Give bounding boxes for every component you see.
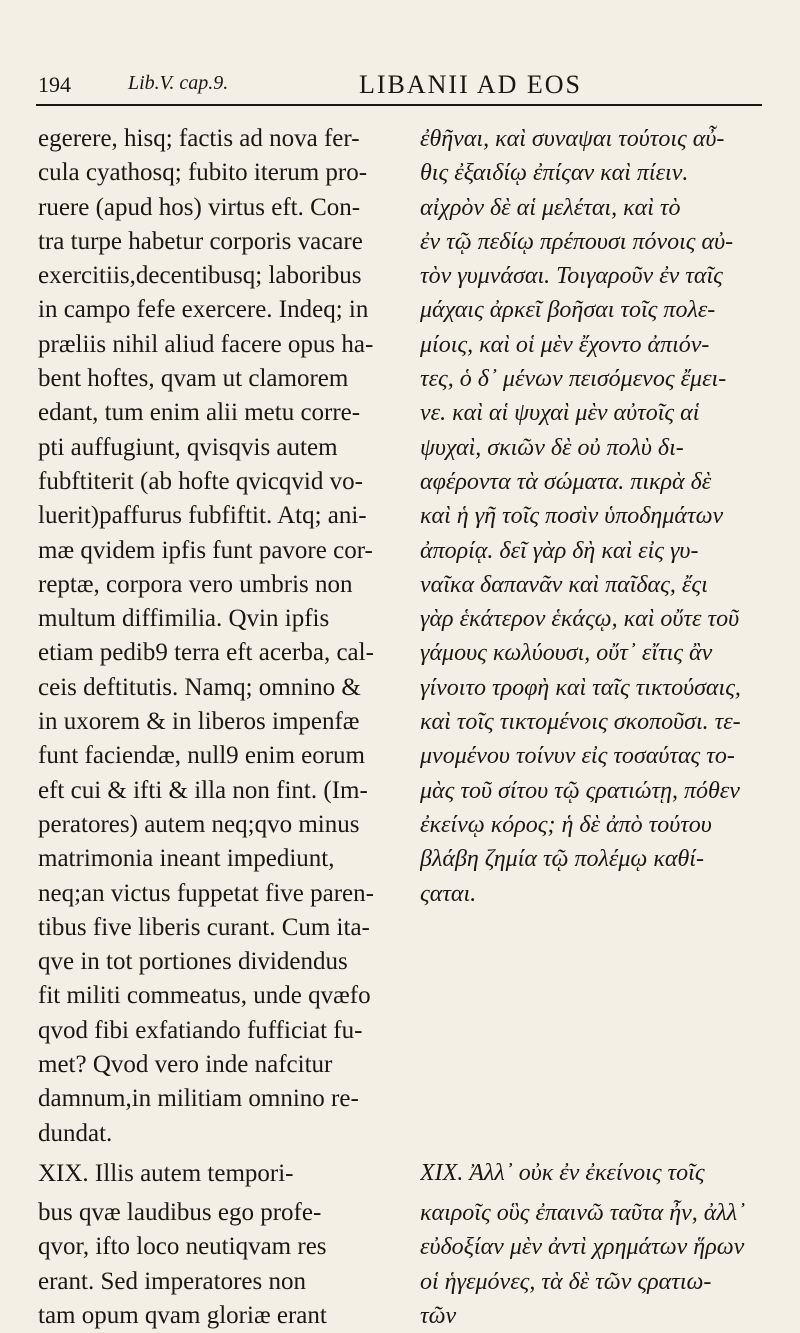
latin-line: qvor, ifto loco neutiqvam res <box>38 1233 327 1261</box>
latin-line: tam opum qvam gloriæ erant <box>38 1301 327 1329</box>
greek-line: ἐκείνῳ κόρος; ἡ δὲ ἀπὸ τούτου <box>420 811 712 838</box>
latin-line: peratores) autem neq;qvo minus <box>38 810 360 838</box>
greek-line: ναῖκα δαπανᾶν καὶ παῖδας, ἔςι <box>420 571 708 598</box>
greek-line: καιροῖς οὓς ἐπαινῶ ταῦτα ἦν, ἀλλ᾽ <box>420 1199 746 1226</box>
greek-spacer <box>420 1048 772 1082</box>
greek-line: αἰχρὸν δὲ αἱ μελέται, καὶ τὸ <box>420 194 681 221</box>
greek-line: τες, ὁ δ᾽ μένων πεισόμενος ἔμει- <box>420 366 727 393</box>
latin-line: matrimonia ineant impediunt, <box>38 845 335 873</box>
greek-line: εὐδοξίαν μὲν ἀντὶ χρημάτων ἥρων <box>420 1234 745 1261</box>
greek-line: γὰρ ἑκάτερον ἑκάςῳ, καὶ οὔτε τοῦ <box>420 606 740 633</box>
latin-line: præliis nihil aliud facere opus ha- <box>38 330 374 358</box>
latin-section-heading: XIX. Illis autem tempori- <box>38 1159 294 1187</box>
latin-line: ruere (apud hos) virtus eft. Con- <box>38 193 361 221</box>
latin-line: cula cyathosq; fubito iterum pro- <box>38 159 368 187</box>
greek-line: ἐθῆναι, καὶ συναψαι τούτοις αὖ- <box>420 126 725 152</box>
greek-line: θις ἐξαιδίῳ ἐπίςαν καὶ πίειν. <box>420 160 689 187</box>
latin-line: dundat. <box>38 1119 113 1147</box>
latin-line: tra turpe habetur corporis vacare <box>38 227 363 255</box>
greek-line: μίοις, καὶ οἱ μὲν ἔχοντο ἀπιόν- <box>420 331 710 358</box>
latin-line: in uxorem & in liberos impenfæ <box>38 708 360 736</box>
latin-line: pti auffugiunt, qvisqvis autem <box>38 433 338 461</box>
latin-line: mæ qvidem ipfis funt pavore cor- <box>38 536 373 564</box>
greek-line: μὰς τοῦ σίτου τῷ ςρατιώτῃ, πόθεν <box>420 777 740 804</box>
greek-line: τῶν <box>420 1302 457 1329</box>
greek-spacer <box>420 911 772 945</box>
greek-spacer <box>420 1014 772 1048</box>
latin-line: bus qvæ laudibus ego profe- <box>38 1198 322 1226</box>
greek-line: καὶ τοῖς τικτομένοις σκοποῦσι. τε- <box>420 709 741 736</box>
latin-column <box>38 122 400 1333</box>
latin-line: edant, tum enim alii metu corre- <box>38 399 361 427</box>
running-title: LIBANII AD EOS <box>359 70 582 99</box>
latin-line: in campo fefe exercere. Indeq; in <box>38 296 369 324</box>
greek-spacer <box>420 979 772 1013</box>
greek-line: καὶ ἡ γῆ τοῖς ποσὶν ὑποδημάτων <box>420 503 724 530</box>
greek-line: αφέροντα τὰ σώματα. πικρὰ δὲ <box>420 468 712 495</box>
latin-line: fit militi commeatus, unde qvæfo <box>38 982 371 1010</box>
greek-line: ςαται. <box>420 880 477 907</box>
chapter-reference: Lib.V. cap.9. <box>128 72 229 94</box>
greek-spacer <box>420 1117 772 1151</box>
latin-line: multum diffimilia. Qvin ipfis <box>38 605 330 633</box>
latin-line: eft cui & ifti & illa non fint. (Im- <box>38 776 368 804</box>
latin-line: funt faciendæ, null9 enim eorum <box>38 742 366 770</box>
latin-line: tibus five liberis curant. Cum ita- <box>38 913 370 941</box>
greek-section-heading: XIX. Ἀλλ᾽ οὐκ ἐν ἐκείνοις τοῖς <box>420 1159 705 1186</box>
greek-line: οἱ ἡγεμόνες, τὰ δὲ τῶν ςρατιω- <box>420 1268 712 1295</box>
greek-line: ἐν τῷ πεδίῳ πρέπουσι πόνοις αὐ- <box>420 228 734 255</box>
greek-line: βλάβη ζημία τῷ πολέμῳ καθί- <box>420 846 704 873</box>
latin-line: qve in tot portiones dividendus <box>38 948 348 976</box>
latin-line: qvod fibi exfatiando fufficiat fu- <box>38 1016 363 1044</box>
greek-line: μάχαις ἀρκεῖ βοῆσαι τοῖς πολε- <box>420 297 716 324</box>
greek-line: νε. καὶ αἱ ψυχαὶ μὲν αὐτοῖς αἱ <box>420 400 700 427</box>
greek-line: γάμους κωλύουσι, οὔτ᾽ εἴτις ἂν <box>420 640 713 667</box>
latin-line: fubftiterit (ab hofte qvicqvid vo- <box>38 467 363 495</box>
running-header <box>36 66 762 106</box>
latin-line: neq;an victus fuppetat five paren- <box>38 879 374 907</box>
latin-line: ceis deftitutis. Namq; omnino & <box>38 673 361 701</box>
greek-line: γίνοιτο τροφὴ καὶ ταῖς τικτούσαις, <box>420 674 741 701</box>
latin-line: reptæ, corpora vero umbris non <box>38 570 353 598</box>
greek-column <box>420 122 772 1333</box>
greek-spacer <box>420 945 772 979</box>
latin-line: luerit)paffurus fubfiftit. Atq; ani- <box>38 502 367 530</box>
greek-line: τὸν γυμνάσαι. Τοιγαροῦν ἐν ταῖς <box>420 263 723 290</box>
latin-line: egerere, hisq; factis ad nova fer- <box>38 125 360 152</box>
greek-spacer <box>420 1082 772 1116</box>
latin-line: damnum,in militiam omnino re- <box>38 1085 359 1113</box>
latin-line: exercitiis,decentibusq; laboribus <box>38 262 362 290</box>
latin-line: met? Qvod vero inde nafcitur <box>38 1051 333 1079</box>
latin-line: etiam pedib9 terra eft acerba, cal- <box>38 639 374 667</box>
latin-line: bent hoftes, qvam ut clamorem <box>38 365 349 393</box>
header-rule <box>36 104 762 106</box>
page-number: 194 <box>38 72 71 97</box>
greek-line: ἀπορίᾳ. δεῖ γὰρ δὴ καὶ εἰς γυ- <box>420 537 699 564</box>
latin-line: erant. Sed imperatores non <box>38 1267 306 1295</box>
greek-line: μνομένου τοίνυν εἰς τοσαύτας το- <box>420 743 735 770</box>
greek-line: ψυχαὶ, σκιῶν δὲ οὐ πολὺ δι- <box>420 434 684 461</box>
